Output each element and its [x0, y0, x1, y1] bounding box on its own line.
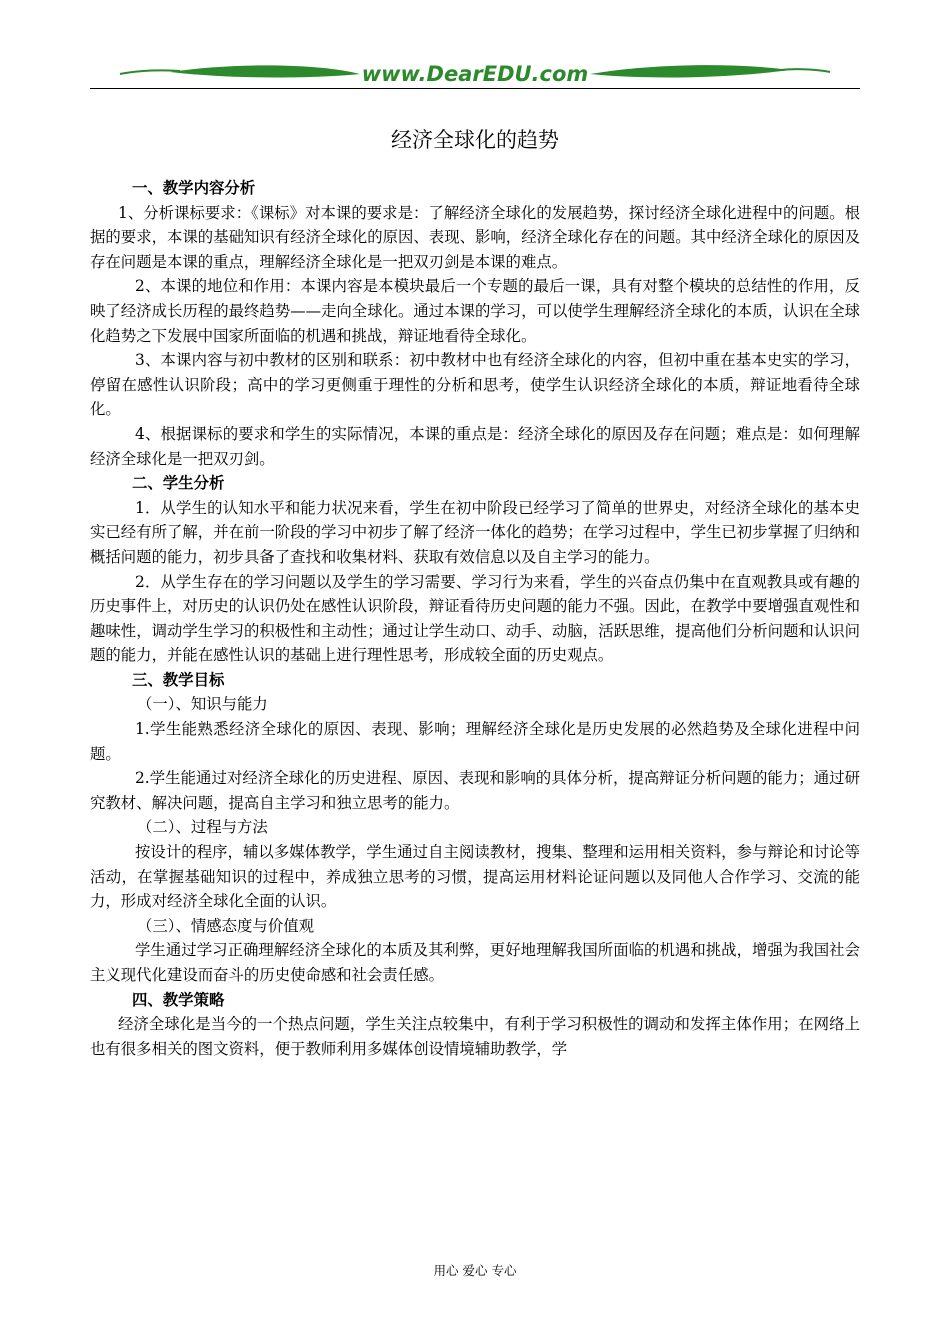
- paragraph: 2．从学生存在的学习问题以及学生的学习需要、学习行为来看，学生的兴奋点仍集中在直观教具或有趣的历史事件上，对历史的认识仍处在感性认识阶段，辩证看待历史问题的能力不强。因此，在教学中要增强直观性和趣味性，调动学生学习的积极性和主动性；通过让学生动口、动手、动脑，活跃思维，提高他们分析问题和认识问题的能力，并能在感性认识的基础上进行理性思考，形成较全面的历史观点。: [90, 572, 860, 665]
- subsection-heading: （三）、情感态度与价值观: [137, 916, 314, 935]
- section-heading: 一、教学内容分析: [132, 179, 256, 197]
- paragraph: 3、本课内容与初中教材的区别和联系：初中教材中也有经济全球化的内容，但初中重在基本史实的学习，停留在感性认识阶段；高中的学习更侧重于理性的分析和思考，使学生认识经济全球化的本质，辩证地看待全球化。: [90, 351, 860, 419]
- header-divider: [90, 88, 860, 89]
- site-url[interactable]: www.DearEDU.com: [361, 62, 589, 86]
- section-heading: 二、学生分析: [132, 474, 225, 493]
- page-footer: 用心 爱心 专心: [433, 1263, 517, 1278]
- section-heading: 四、教学策略: [132, 990, 225, 1009]
- paragraph: 学生通过学习正确理解经济全球化的本质及其利弊，更好地理解我国所面临的机遇和挑战，增强为我国社会主义现代化建设而奋斗的历史使命感和社会责任感。: [90, 941, 860, 984]
- section-heading: 三、教学目标: [132, 670, 225, 689]
- document-title: 经济全球化的趋势: [391, 128, 559, 152]
- paragraph: 经济全球化是当今的一个热点问题，学生关注点较集中，有利于学习积极性的调动和发挥主体作用；在网络上也有很多相关的图文资料，便于教师利用多媒体创设情境辅助教学，学: [90, 1015, 860, 1058]
- subsection-heading: （一）、知识与能力: [137, 695, 268, 714]
- paragraph: 1.学生能熟悉经济全球化的原因、表现、影响；理解经济全球化是历史发展的必然趋势及全球化进程中问题。: [90, 720, 860, 763]
- paragraph: 2、本课的地位和作用：本课内容是本模块最后一个专题的最后一课，具有对整个模块的总结性的作用，反映了经济成长历程的最终趋势——走向全球化。通过本课的学习，可以使学生理解经济全球化的本质，认识在全球化趋势之下发展中国家所面临的机遇和挑战，辩证地看待全球化。: [90, 277, 860, 345]
- paragraph: 4、根据课标的要求和学生的实际情况，本课的重点是：经济全球化的原因及存在问题；难点是：如何理解经济全球化是一把双刃剑。: [90, 424, 860, 468]
- paragraph: 1、分析课标要求：《课标》对本课的要求是：了解经济全球化的发展趋势，探讨经济全球化进程中的问题。根据的要求，本课的基础知识有经济全球化的原因、表现、影响，经济全球化存在的问题。其中经济全球化的原因及存在问题是本课的重点，理解经济全球化是一把双刃剑是本课的难点。: [90, 203, 860, 271]
- document-body: [90, 176, 860, 1061]
- paragraph: 1．从学生的认知水平和能力状况来看，学生在初中阶段已经学习了简单的世界史，对经济全球化的基本史实已经有所了解，并在前一阶段的学习中初步了解了经济一体化的趋势；在学习过程中，学生已初步掌握了归纳和概括问题的能力，初步具备了查找和收集材料、获取有效信息以及自主学习的能力。: [90, 498, 860, 566]
- paragraph: 按设计的程序，辅以多媒体教学，学生通过自主阅读教材，搜集、整理和运用相关资料，参与辩论和讨论等活动，在掌握基础知识的过程中，养成独立思考的习惯，提高运用材料论证问题以及同他人合作学习、交流的能力，形成对经济全球化全面的认识。: [90, 843, 860, 911]
- paragraph: 2.学生能通过对经济全球化的历史进程、原因、表现和影响的具体分析，提高辩证分析问题的能力；通过研究教材、解决问题，提高自主学习和独立思考的能力。: [90, 769, 860, 812]
- site-header-banner: [90, 60, 860, 90]
- subsection-heading: （二）、过程与方法: [137, 818, 268, 837]
